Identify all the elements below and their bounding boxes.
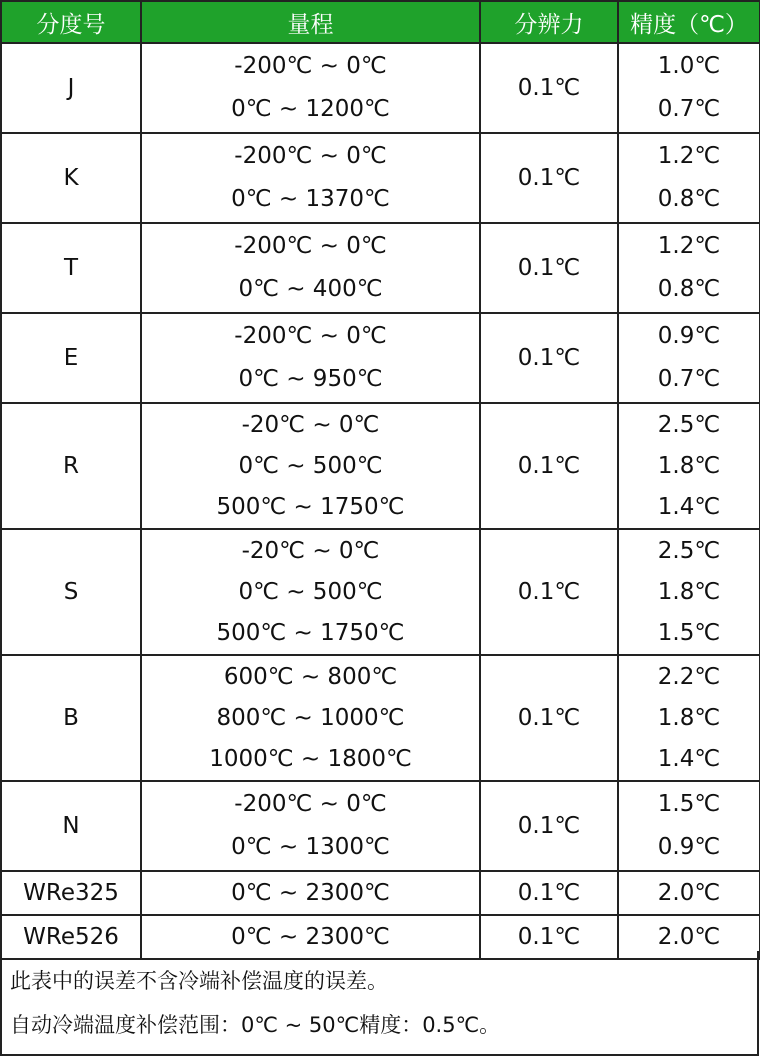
range-value: 0℃ ~ 1300℃ [231, 834, 390, 860]
accuracy-value: 0.9℃ [657, 834, 721, 860]
resolution-cell: 0.1℃ [480, 781, 618, 871]
accuracy-value: 2.2℃ [657, 663, 721, 690]
accuracy-cell [618, 313, 760, 403]
accuracy-cell [618, 43, 760, 133]
accuracy-value: 1.5℃ [657, 619, 721, 646]
type-cell: K [1, 133, 141, 223]
header-range: 量程 [141, 1, 480, 43]
accuracy-value: 1.2℃ [657, 233, 721, 259]
notes-box [0, 951, 759, 1056]
table-row [1, 223, 760, 313]
resolution-cell: 0.1℃ [480, 529, 618, 655]
accuracy-value: 1.8℃ [657, 704, 721, 731]
header-type: 分度号 [1, 1, 141, 43]
range-cell [141, 655, 480, 781]
range-value: 500℃ ~ 1750℃ [216, 493, 405, 520]
accuracy-value: 0.8℃ [657, 276, 721, 302]
note-line-2: 自动冷端温度补偿范围：0℃ ~ 50℃精度：0.5℃。 [10, 1013, 501, 1037]
accuracy-value: 1.4℃ [657, 745, 721, 772]
range-cell [141, 43, 480, 133]
type-cell: WRe325 [1, 871, 141, 915]
range-value: -200℃ ~ 0℃ [234, 53, 387, 79]
resolution-cell: 0.1℃ [480, 43, 618, 133]
header-accuracy: 精度（℃） [618, 1, 760, 43]
accuracy-cell [618, 781, 760, 871]
range-value: 0℃ ~ 1200℃ [231, 96, 390, 122]
accuracy-value: 1.2℃ [657, 143, 721, 169]
range-cell [141, 133, 480, 223]
table-row [1, 529, 760, 655]
type-cell: E [1, 313, 141, 403]
resolution-cell: 0.1℃ [480, 133, 618, 223]
range-value: 500℃ ~ 1750℃ [216, 619, 405, 646]
accuracy-cell [618, 133, 760, 223]
accuracy-value: 1.5℃ [657, 791, 721, 817]
resolution-cell: 0.1℃ [480, 655, 618, 781]
range-value: 0℃ ~ 400℃ [238, 276, 383, 302]
range-value: 800℃ ~ 1000℃ [216, 704, 405, 731]
type-cell: WRe526 [1, 915, 141, 959]
range-value: 0℃ ~ 1370℃ [231, 186, 390, 212]
accuracy-value: 1.0℃ [657, 53, 721, 79]
range-value: -20℃ ~ 0℃ [241, 411, 380, 438]
accuracy-value: 0.8℃ [657, 186, 721, 212]
range-value: -20℃ ~ 0℃ [241, 537, 380, 564]
table-row [1, 871, 760, 915]
table-row [1, 655, 760, 781]
accuracy-value: 2.5℃ [657, 537, 721, 564]
range-value: 0℃ ~ 500℃ [238, 578, 383, 605]
resolution-cell: 0.1℃ [480, 871, 618, 915]
accuracy-cell [618, 529, 760, 655]
range-value: 0℃ ~ 500℃ [238, 452, 383, 479]
type-cell: N [1, 781, 141, 871]
range-value: 0℃ ~ 2300℃ [231, 924, 390, 950]
accuracy-value: 1.8℃ [657, 578, 721, 605]
header-resolution: 分辨力 [480, 1, 618, 43]
range-value: -200℃ ~ 0℃ [234, 233, 387, 259]
accuracy-value: 2.0℃ [657, 880, 721, 906]
range-cell [141, 313, 480, 403]
accuracy-value: 0.7℃ [657, 96, 721, 122]
resolution-cell: 0.1℃ [480, 403, 618, 529]
range-value: -200℃ ~ 0℃ [234, 791, 387, 817]
accuracy-value: 1.8℃ [657, 452, 721, 479]
range-cell [141, 223, 480, 313]
type-cell: R [1, 403, 141, 529]
accuracy-value: 2.5℃ [657, 411, 721, 438]
table-header-row [1, 1, 760, 43]
accuracy-cell [618, 223, 760, 313]
range-value: 0℃ ~ 950℃ [238, 366, 383, 392]
accuracy-value: 0.7℃ [657, 366, 721, 392]
range-value: 0℃ ~ 2300℃ [231, 880, 390, 906]
range-cell [141, 781, 480, 871]
resolution-cell: 0.1℃ [480, 915, 618, 959]
table-row [1, 43, 760, 133]
range-value: 600℃ ~ 800℃ [223, 663, 398, 690]
table-row [1, 403, 760, 529]
table-body [1, 43, 760, 959]
accuracy-cell [618, 871, 760, 915]
range-cell [141, 529, 480, 655]
range-cell [141, 403, 480, 529]
accuracy-cell [618, 403, 760, 529]
table-row [1, 313, 760, 403]
range-value: -200℃ ~ 0℃ [234, 323, 387, 349]
accuracy-value: 0.9℃ [657, 323, 721, 349]
accuracy-value: 1.4℃ [657, 493, 721, 520]
table-row [1, 133, 760, 223]
note-line-1: 此表中的误差不含冷端补偿温度的误差。 [10, 969, 388, 993]
accuracy-cell [618, 655, 760, 781]
type-cell: B [1, 655, 141, 781]
table-row [1, 781, 760, 871]
range-value: -200℃ ~ 0℃ [234, 143, 387, 169]
accuracy-value: 2.0℃ [657, 924, 721, 950]
resolution-cell: 0.1℃ [480, 313, 618, 403]
range-value: 1000℃ ~ 1800℃ [209, 745, 412, 772]
type-cell: T [1, 223, 141, 313]
type-cell: J [1, 43, 141, 133]
type-cell: S [1, 529, 141, 655]
range-cell [141, 871, 480, 915]
resolution-cell: 0.1℃ [480, 223, 618, 313]
